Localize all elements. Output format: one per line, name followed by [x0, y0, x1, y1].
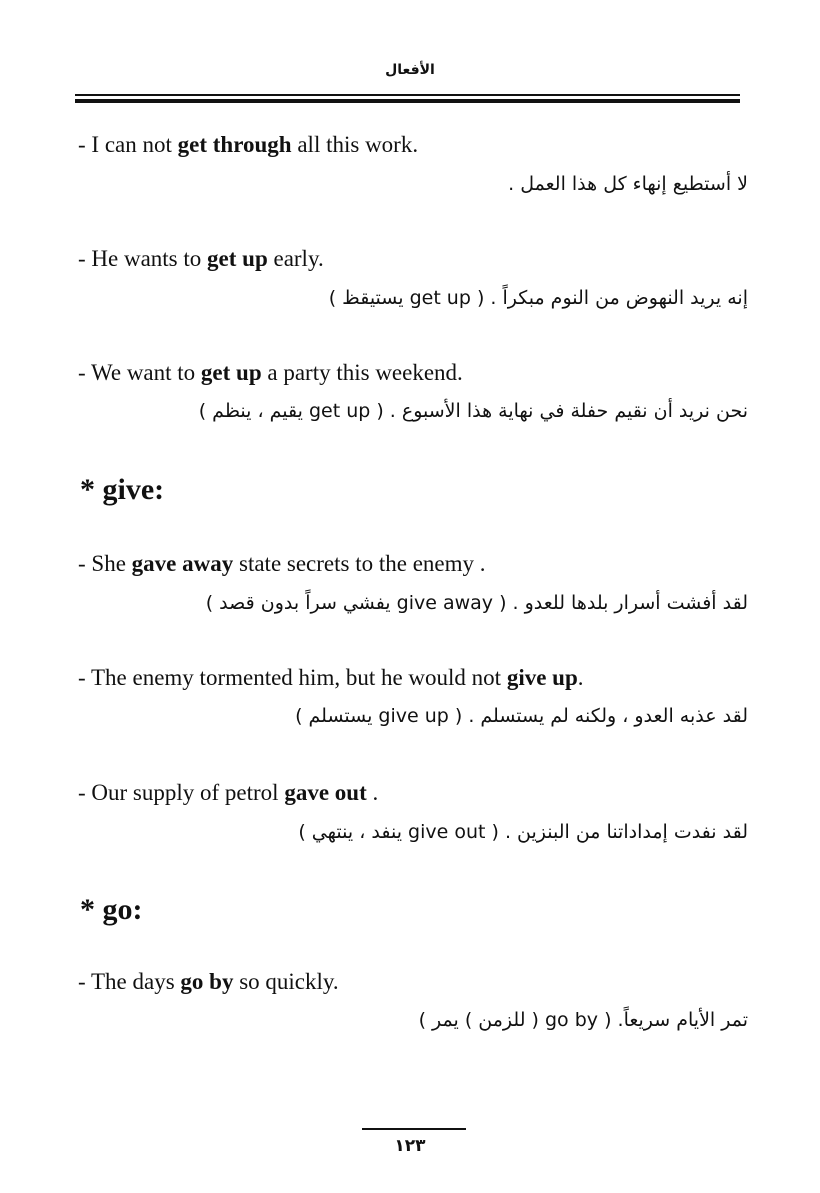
- example-english-sentence: - I can not get through all this work.: [78, 132, 419, 157]
- example-english-sentence: - She gave away state secrets to the enemy .: [78, 551, 486, 576]
- phrasal-verb: get up: [207, 246, 268, 271]
- phrasal-verb: gave away: [131, 551, 234, 576]
- example-arabic-translation: لقد عذبه العدو ، ولكنه لم يستسلم . ( give up يستسلم ): [295, 705, 748, 727]
- example-arabic-translation: لقد أفشت أسرار بلدها للعدو . ( give away يفشي سراً بدون قصد ): [205, 592, 748, 614]
- example-english-sentence: - The enemy tormented him, but he would not give up.: [78, 665, 584, 690]
- header-rule-thin: [75, 94, 740, 96]
- example-arabic-translation: لقد نفدت إمداداتنا من البنزين . ( give out ينفد ، ينتهي ): [298, 821, 748, 843]
- example-arabic-translation: إنه يريد النهوض من النوم مبكراً . ( get up يستيقظ ): [328, 287, 748, 309]
- example-english-sentence: - The days go by so quickly.: [78, 969, 339, 994]
- section-heading-go: * go:: [80, 893, 143, 926]
- phrasal-verb: go by: [180, 969, 234, 994]
- example-english-sentence: - We want to get up a party this weekend.: [78, 360, 463, 385]
- example-english-sentence: - He wants to get up early.: [78, 246, 324, 271]
- page-header-title: الأفعال: [385, 62, 435, 78]
- example-arabic-translation: نحن نريد أن نقيم حفلة في نهاية هذا الأسبوع . ( get up يقيم ، ينظم ): [198, 400, 748, 422]
- example-arabic-translation: لا أستطيع إنهاء كل هذا العمل .: [508, 173, 748, 195]
- page-number: ١٢٣: [394, 1136, 426, 1156]
- example-english-sentence: - Our supply of petrol gave out .: [78, 780, 379, 805]
- phrasal-verb: give up: [506, 665, 578, 690]
- phrasal-verb: gave out: [284, 780, 367, 805]
- header-rule-thick: [75, 99, 740, 103]
- phrasal-verb: get through: [177, 132, 292, 157]
- footer-rule: [362, 1128, 466, 1130]
- example-arabic-translation: تمر الأيام سريعاً. ( go by ( للزمن ) يمر ): [418, 1009, 748, 1031]
- phrasal-verb: get up: [200, 360, 262, 385]
- section-heading-give: * give:: [80, 473, 165, 506]
